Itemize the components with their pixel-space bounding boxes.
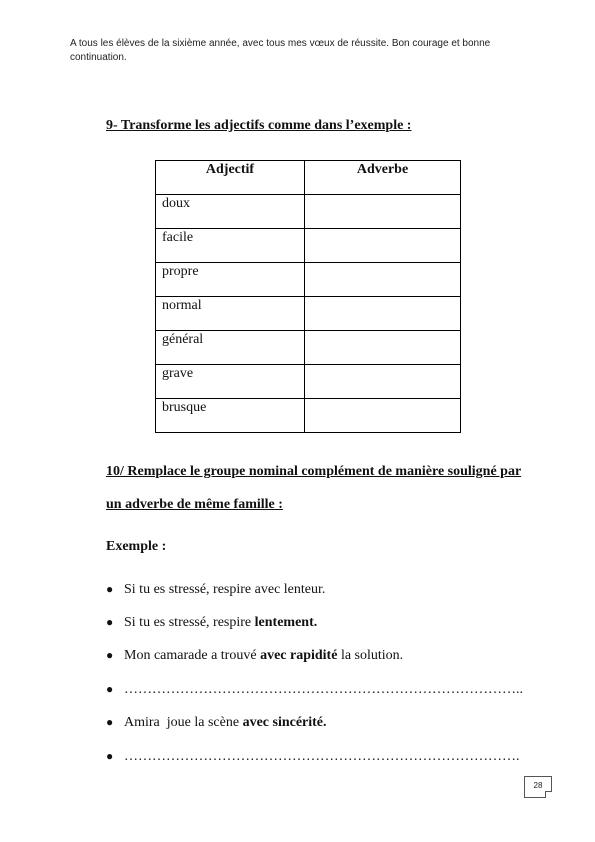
adverb-answer-cell[interactable]: [305, 229, 461, 263]
list-item: [106, 682, 523, 698]
table-row: [156, 365, 461, 399]
adjective-cell: brusque: [156, 399, 305, 433]
item-bold-text: avec rapidité: [260, 648, 338, 663]
table-row: [156, 297, 461, 331]
adjective-cell: normal: [156, 297, 305, 331]
adjective-table: [155, 160, 461, 433]
bullet-icon: ●: [106, 615, 114, 629]
column-header-adjectif: Adjectif: [156, 161, 305, 195]
bullet-icon: ●: [106, 582, 114, 596]
adjective-cell: doux: [156, 195, 305, 229]
list-item: [106, 648, 403, 664]
list-item: [106, 615, 317, 631]
list-item: [106, 749, 520, 765]
adverb-answer-cell[interactable]: [305, 195, 461, 229]
exercise-9-title: 9- Transforme les adjectifs comme dans l’exemple :: [106, 118, 412, 133]
item-text: Amira joue la scène: [124, 715, 243, 730]
adverb-answer-cell[interactable]: [305, 365, 461, 399]
adverb-answer-cell[interactable]: [305, 263, 461, 297]
list-item: [106, 582, 325, 598]
example-label: Exemple :: [106, 539, 167, 554]
bullet-icon: ●: [106, 682, 114, 696]
bullet-icon: ●: [106, 749, 114, 763]
item-bold-text: avec sincérité.: [242, 715, 327, 730]
item-bold-text: lentement.: [254, 615, 318, 630]
adjective-cell: propre: [156, 263, 305, 297]
adjective-cell: facile: [156, 229, 305, 263]
table-row: [156, 331, 461, 365]
column-header-adverbe: Adverbe: [305, 161, 461, 195]
exercise-10-title-line-1: 10/ Remplace le groupe nominal complément de manière souligné par: [106, 464, 522, 479]
list-item: [106, 715, 327, 731]
table-row: [156, 399, 461, 433]
exercise-10-title-line-2: un adverbe de même famille :: [106, 497, 283, 512]
adjective-cell: général: [156, 331, 305, 365]
bullet-icon: ●: [106, 715, 114, 729]
item-text: Mon camarade a trouvé: [124, 648, 261, 663]
page-number: 28: [524, 776, 552, 798]
adjective-cell: grave: [156, 365, 305, 399]
item-text: Si tu es stressé, respire avec lenteur.: [124, 582, 326, 597]
adverb-answer-cell[interactable]: [305, 331, 461, 365]
bullet-icon: ●: [106, 648, 114, 662]
table-row: [156, 229, 461, 263]
item-text-after: la solution.: [337, 648, 404, 663]
table-row: [156, 263, 461, 297]
table-header-row: [156, 161, 461, 195]
item-text: Si tu es stressé, respire: [124, 615, 255, 630]
table-row: [156, 195, 461, 229]
page-header-note: A tous les élèves de la sixième année, avec tous mes vœux de réussite. Bon courage et bonne continuation.: [70, 38, 491, 63]
adverb-answer-cell[interactable]: [305, 297, 461, 331]
answer-dotted-line[interactable]: ………………………………………………………………………….: [124, 749, 520, 764]
answer-dotted-line[interactable]: …………………………………………………………………………..: [124, 682, 523, 697]
adverb-answer-cell[interactable]: [305, 399, 461, 433]
